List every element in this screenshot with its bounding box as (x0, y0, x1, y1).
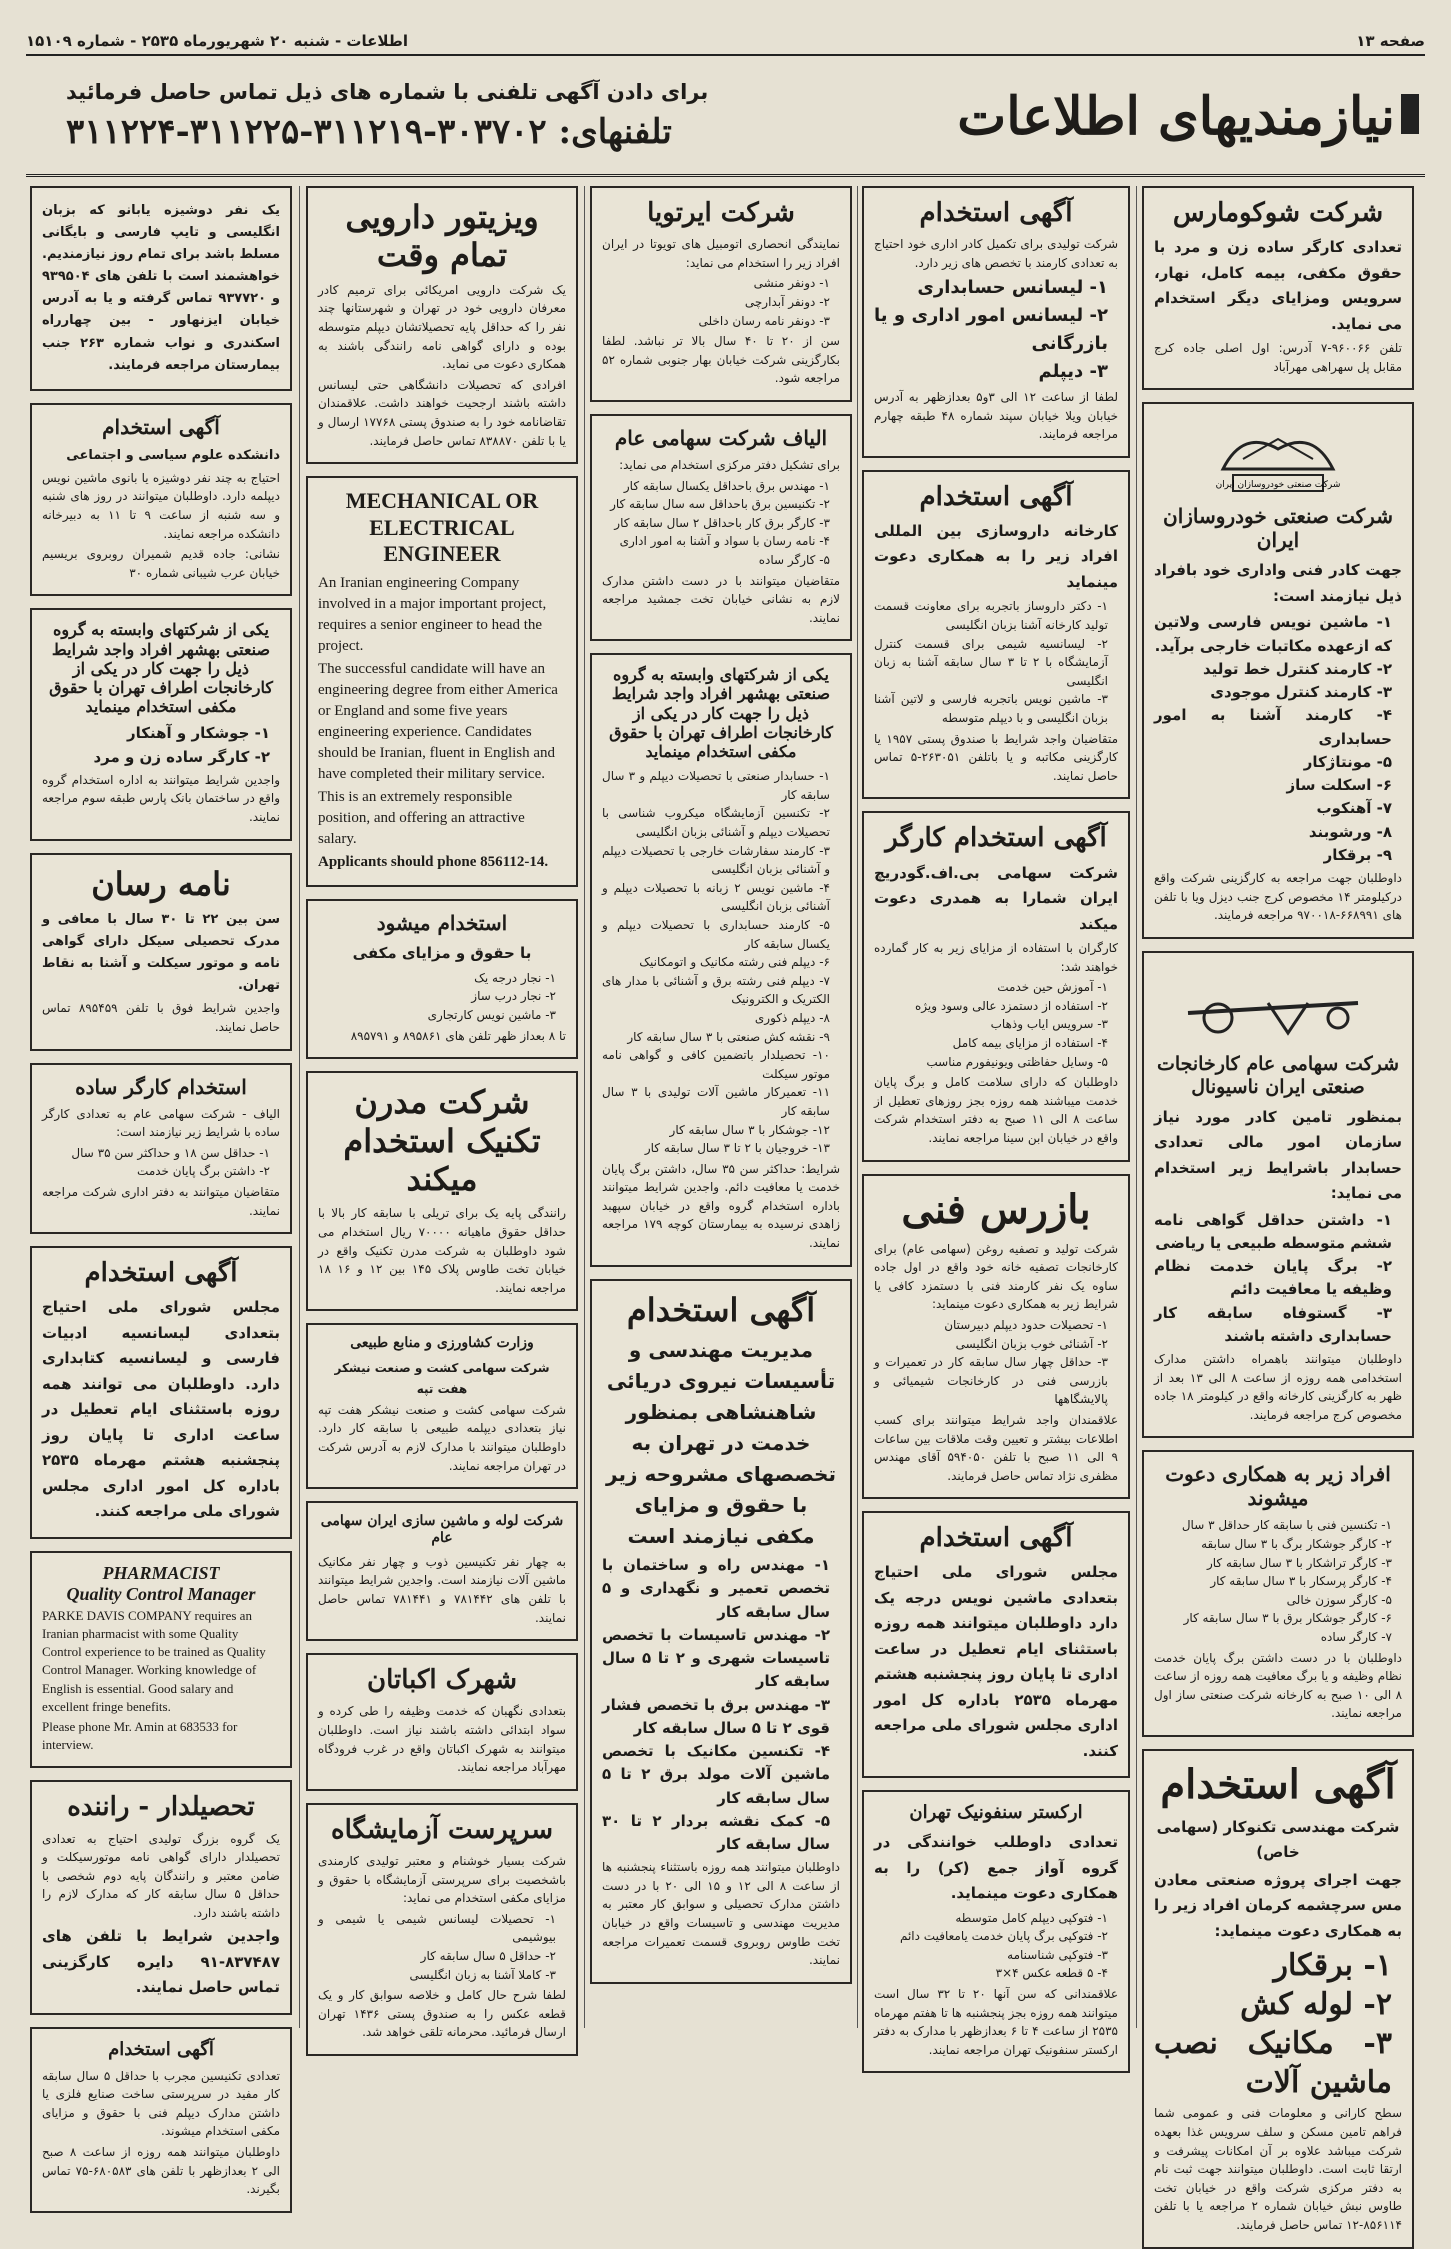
list-item: ۵- کارمند حسابداری با تحصیلات دیپلم و یکسال سابقه کار (602, 917, 830, 951)
ad-contact: داوطلبان جهت مراجعه به کارگزینی شرکت واقع درکیلومتر ۱۴ مخصوص کرج جنب دیزل ویا با تلفن های ۶۶۸۹۹۱-۹۷۰۰۱۸ مراجعه فرمایند. (1154, 871, 1402, 923)
running-head (26, 28, 1425, 56)
ad-body: شرکت بسیار خوشنام و معتبر تولیدی کارمندی باشخصیت برای سرپرستی آزمایشگاه با حقوق و مزایای مکفی استخدام می نماید: (318, 1853, 566, 1906)
list-item: ۳- گستوفاه سابقه کار حسابداری داشته باشند (1154, 1303, 1392, 1345)
column-5 (30, 186, 292, 2197)
ad-contact: نشانی: جاده قدیم شمیران روبروی بریسیم خیابان عرب شیبانی شماره ۳۰ (42, 547, 280, 580)
list-item: ۸- ورشوبند (1308, 822, 1392, 841)
list-item: ۱- تکنسین فنی با سابقه کار حداقل ۳ سال (1181, 1518, 1392, 1533)
issue-line: اطلاعات - شنبه ۲۰ شهریورماه ۲۵۳۵ - شماره ۱۵۱۰۹ (26, 32, 409, 50)
khodrosazan-logo (1154, 414, 1402, 504)
ad-title: استخدام کارگر ساده (75, 1074, 247, 1099)
winged-car-icon (1203, 419, 1353, 499)
ad-contact: شرایط: حداکثر سن ۳۵ سال، داشتن برگ پایان خدمت یا معافیت دائم. واجدین شرایط میتوانند باداره استخدام گروه واقع در خیابان سپهبد زاهدی نرسیده به بیمارستان کوچه ۱۷۹ مراجعه نمایند. (602, 1161, 840, 1251)
ad-body: الیاف - شرکت سهامی عام به تعدادی کارگر ساده با شرایط زیر نیازمند است: (42, 1106, 280, 1140)
ad-body: شرکت تولید و تصفیه روغن (سهامی عام) برای کارخانجات تصفیه خانه خود واقع در اول جاده ساوه یک نفر کارمند فنی با دستمزد کافی یا شرایط زیر به همکاری دعوت مینماید: (874, 1241, 1118, 1312)
ad-title: آگهی استخدام (919, 481, 1073, 512)
list-item: ۴- ماشین نویس ۲ زبانه با تحصیلات دیپلم و آشنائی بزبان انگلیسی (602, 880, 830, 914)
ad-title: یکی از شرکتهای وابسته به گروه صنعتی بهشهر افراد واجد شرایط ذیل را جهت کار در یکی از کارخانجات اطراف تهران با حقوق مکفی استخدام مینماید (609, 665, 833, 762)
ad-title: شرکت صنعتی خودروسازان ایران (1163, 504, 1393, 553)
ad-paragraph: PARKE DAVIS COMPANY requires an Iranian pharmacist with some Quality Control experience to be trained as Quality Control Manager. Working knowledge of English is essential. Good salary and excellent fringe benefits. (42, 1607, 266, 1714)
ad-title: شرکت سهامی عام کارخانجات صنعتی ایران ناسیونال (1156, 1052, 1400, 1098)
ad-pharma-factory (862, 470, 1130, 800)
list-item: ۱- آموزش حین خدمت (997, 980, 1108, 995)
ad-title: وزارت کشاورزی و منابع طبیعی (350, 1335, 534, 1352)
list-item: ۲- دونفر آبدارچی (744, 294, 830, 309)
list-item: ۱- نجار درجه یک (474, 970, 556, 985)
ad-title: شرکت شوکومارس (1172, 198, 1384, 228)
list-item: ۵- کارگر ساده (758, 552, 830, 567)
ad-title: یکی از شرکتهای وابسته به گروه صنعتی بهشهر افراد واجد شرایط ذیل را جهت کار در یکی از کارخانجات اطراف تهران با حقوق مکفی استخدام مینماید (49, 620, 273, 717)
plough-icon (1178, 973, 1378, 1043)
list-item: ۱- جوشکار و آهنکار (127, 724, 270, 743)
list-item: ۱۰- تحصیلدار باتضمین کافی و گواهی نامه موتور سیکلت (602, 1048, 830, 1081)
list-item: ۳- مکانیک نصب ماشین آلات (1154, 2026, 1392, 2101)
list-item: ۱- برقکار (1273, 1948, 1392, 1984)
ad-body: سن بین ۲۲ تا ۳۰ سال با معافی و مدرک تحصیلی سیکل دارای گواهی نامه و موتور سیکلت و آشنا به نقاط تهران. (42, 912, 280, 994)
column-4 (306, 186, 578, 2040)
ad-body: نمایندگی انحصاری اتومبیل های تویوتا در ایران افراد زیر را استخدام می نماید: (602, 237, 840, 270)
list-item: ۱- لیسانس حسابداری (917, 277, 1108, 299)
ad-list (602, 477, 840, 570)
list-item: ۴- تکنسین مکانیک با تخصص ماشین آلات مولد برق ۲ تا ۵ سال سابقه کار (602, 1742, 830, 1807)
list-item: ۱۳- خروجیان با ۲ تا ۳ سال سابقه کار (644, 1141, 830, 1156)
ad-body: کارگران با استفاده از مزایای زیر به کار گمارده خواهند شد: (874, 941, 1118, 974)
ad-body: احتیاج به چند نفر دوشیزه یا بانوی ماشین نویس دیپلمه دارد. داوطلبان میتوانند در روز های شنبه و سه شنبه از ساعت ۹ تا ۱۱ به دبیرخانه دانشکده مراجعه نمایند. (42, 470, 280, 541)
ad-body: تعدادی کارگر ساده زن و مرد با حقوق مکفی، بیمه کامل، نهار، سرویس ومزایای دیگر استخدام می نماید. (1154, 238, 1402, 333)
ad-paragraph: An Iranian engineering Company involved in a major important project, requires a senior engineer to head the project. (318, 575, 547, 655)
ad-title: MECHANICAL OR ELECTRICAL ENGINEER (345, 488, 539, 566)
ad-contact: واجدین شرایط فوق با تلفن ۸۹۵۴۵۹ تماس حاصل نمایند. (42, 1001, 280, 1034)
list-item: ۲- کارگر جوشکار برگ با ۳ سال سابقه (1201, 1536, 1392, 1551)
ad-title: شرکت لوله و ماشین سازی ایران سهامی عام (320, 1513, 564, 1547)
ad-title: آگهی استخدام (626, 1290, 816, 1329)
list-item: ۲- حداقل ۵ سال سابقه کار (420, 1948, 556, 1963)
ad-pipe-machinery (306, 1501, 578, 1641)
ad-iran-national (1142, 951, 1414, 1438)
ad-body: تعدادی تکنیسین مجرب با حداقل ۵ سال سابقه کار مفید در سرپرستی ساخت صنایع فلزی یا داشتن مدارک دیپلم فنی با حقوق و مزایای مکفی استخدام میشوند. (42, 2068, 280, 2139)
ad-title: استخدام میشود (376, 911, 508, 936)
ad-ekbatan (306, 1653, 578, 1791)
ad-list (602, 767, 840, 1157)
list-item: ۳- ماشین نویس باتجربه فارسی و لاتین آشنا بزبان انگلیسی و با دیپلم متوسطه (874, 692, 1108, 725)
ad-subtitle: مدیریت مهندسی و تأسیسات نیروی دریائی شاهنشاهی بمنظور خدمت در تهران به تخصصهای مشروحه زیر با حقوق و مزایای مکفی نیازمند است (606, 1338, 836, 1549)
ad-behshahr-group (590, 653, 852, 1266)
list-item: ۲- تکنسین آزمایشگاه میکروب شناسی با تحصیلات دیپلم و آشنائی بزبان انگلیسی (602, 806, 830, 839)
list-item: ۷- آهنکوب (1316, 799, 1392, 818)
ad-title: شهرک اکباتان (366, 1665, 518, 1696)
column-1 (1142, 186, 1414, 2232)
ad-big-list (1154, 1946, 1402, 2102)
ad-contact: داوطلبان که دارای سلامت کامل و برگ پایان خدمت میباشند همه روزه بجز روزهای تعطیل از ساعت ۸ الی ۱۱ صبح به دفتر استخدام شرکت واقع در خیابان ابن سینا مراجعه نمایند. (874, 1075, 1119, 1145)
ad-inspector (862, 1174, 1130, 1500)
ad-body: برای تشکیل دفتر مرکزی استخدام می نماید: (619, 457, 840, 472)
ad-title: ارکستر سنفونیک تهران (909, 1802, 1083, 1824)
list-item: ۶- دیپلم فنی رشته مکانیک و اتومکانیک (639, 955, 830, 970)
ad-technicians (30, 2027, 292, 2213)
ad-subtitle: دانشکده علوم سیاسی و اجتماعی (66, 447, 280, 463)
ad-paragraph: This is an extremely responsible position, and offering an attractive salary. (318, 789, 525, 848)
column-rule (584, 186, 585, 2028)
ad-big-list (602, 1554, 840, 1856)
ad-modern-technik (306, 1071, 578, 1311)
ad-body: یک گروه بزرگ تولیدی احتیاج به تعدادی تحصیلدار دارای گواهی نامه موتورسیکلت و ضامن معتبر و رانندگان پایه دوم شخصی با حداقل ۵ سال سابقه کار که مدارک لازم را داشته باشند دارد. (42, 1831, 280, 1920)
ad-invite-workers (1142, 1450, 1414, 1737)
ad-title: آگهی استخدام (1160, 1760, 1396, 1808)
ad-subtitle: Quality Control Manager (66, 1583, 256, 1604)
ad-list (42, 722, 280, 769)
column-2 (862, 186, 1130, 2057)
list-item: ۴- استفاده از مزایای بیمه کامل (952, 1036, 1108, 1050)
ad-technokar (1142, 1749, 1414, 2249)
column-rule (299, 186, 300, 2028)
list-item: ۵- کمک نقشه بردار ۲ تا ۳۰ سال سابقه کار (602, 1811, 830, 1854)
ad-title: شرکت ایرتویا (647, 198, 795, 228)
list-item: ۳- سرویس ایاب وذهاب (990, 1017, 1108, 1032)
ad-behshahr-workers (30, 608, 292, 840)
list-item: ۵- مونتاژکار (1303, 752, 1392, 771)
ad-title: آگهی استخدام (919, 198, 1073, 228)
phone-numbers: تلفنهای: ۳۰۳۷۰۲-۳۱۱۲۱۹-۳۱۱۲۲۵-۳۱۱۲۲۴ (66, 112, 672, 152)
ad-title: افراد زیر به همکاری دعوت میشوند (1165, 1462, 1391, 1511)
list-item: ۲- کارمند کنترل خط تولید (1203, 659, 1392, 678)
ad-contact: داوطلبان میتوانند باهمراه داشتن مدارک استخدامی همه روزه از ساعت ۸ الی ۱۳ بعد از ظهر به کارگزینی کارخانه واقع در کیلومتر ۱۸ جاده مخصوص کرج مراجعه فرمایند. (1154, 1352, 1403, 1422)
list-item: ۱۱- تعمیرکار ماشین آلات تولیدی با ۳ سال سابقه کار (602, 1085, 831, 1118)
list-item: ۱- دکتر داروساز باتجربه برای معاونت قسمت تولید کارخانه آشنا بزبان انگلیسی (874, 599, 1108, 632)
ad-courier (30, 853, 292, 1051)
list-item: ۶- کارگر جوشکار برق با ۳ سال سابقه کار (1183, 1611, 1392, 1626)
ad-goodrich (862, 811, 1130, 1161)
list-item: ۵- وسایل حفاظتی ویونیفورم مناسب (926, 1054, 1108, 1069)
ad-haft-tappeh (306, 1323, 578, 1489)
ad-body: یک نفر دوشیزه یابانو که بزبان انگلیسی و تایپ فارسی و بایگانی مسلط باشد برای تمام روز نیازمندیم. خواهشمند است با تلفن های ۹۳۹۵۰۴ و ۹۳۷۷۲۰ تماس گرفته و یا به آدرس خیابان ایزنهاور - بین چهارراه اسکندری و نواب شماره ۲۶۳ جنب بیمارستان مراجعه فرمایند. (42, 203, 280, 373)
ad-list (1154, 1209, 1402, 1349)
ad-lab-supervisor (306, 1803, 578, 2056)
ad-title: سرپرست آزمایشگاه (330, 1814, 554, 1845)
list-item: ۳- مهندس برق با تخصص فشار قوی ۲ تا ۵ سال سابقه کار (602, 1695, 830, 1737)
ad-body: بتعدادی نگهبان که خدمت وظیفه را طی کرده و سواد ابتدائی داشته باشند نیاز است. داوطلبان میتوانند به شهرک اکباتان واقع در غرب فرودگاه مهرآباد مراجعه نمایند. (318, 1704, 566, 1775)
list-item: ۱- دونفر منشی (753, 276, 830, 291)
ad-contact: سن از ۲۰ تا ۴۰ سال بالا تر نباشد. لطفا بکارگزینی شرکت خیابان بهار جنوبی شماره ۵۲ مراجعه شود. (602, 334, 840, 386)
ad-majlis-librarians (30, 1246, 292, 1539)
ad-big-list (874, 274, 1118, 386)
column-rule (857, 186, 858, 2028)
ad-contact: لطفا از ساعت ۱۲ الی ۳و۵ بعدازظهر به آدرس خیابان ویلا خیابان سپند شماره ۴۸ طبقه چهارم مراجعه فرمایند. (874, 389, 1119, 442)
ad-list (1154, 1516, 1402, 1646)
list-item: ۳- کارگر تراشکار با ۳ سال سابقه کار (1206, 1555, 1392, 1570)
ad-contact: افرادی که تحصیلات دانشگاهی حتی لیسانس داشته باشند ارجحیت خواهند داشت. علاقمندان تقاضانامه خود را به صندوق پستی ۱۷۷۶۸ ارسال و یا با تلفن ۸۳۸۸۷۰ تماس حاصل فرمایند. (318, 377, 566, 448)
ad-list (42, 1144, 280, 1181)
ad-political-science-faculty (30, 403, 292, 597)
column-rule (1136, 186, 1137, 2028)
ad-title: ویزیتور دارویی تمام وقت (345, 198, 539, 275)
ad-contact: علاقمندان واجد شرایط میتوانند برای کسب اطلاعات بیشتر و تعیین وقت ملاقات بین ساعات ۹ الی ۱۱ صبح با تلفن ۵۹۴۰۵۰ آقای مهندس مظفری نژاد تماس حاصل فرمایند. (874, 1412, 1118, 1483)
list-item: ۲- مهندس تاسیسات با تخصص تاسیسات شهری و ۲ تا ۵ سال سابقه کار (602, 1625, 830, 1691)
list-item: ۱- حسابدار صنعتی با تحصیلات دیپلم و ۳ سال سابقه کار (602, 769, 830, 802)
iran-national-logo (1154, 963, 1402, 1053)
logo-caption: شرکت صنعتی خودروسازان ایران (1215, 480, 1341, 491)
ad-body: مجلس شورای ملی احتیاج بتعدادی لیسانسیه ادبیات فارسی و لیسانسیه کتابداری دارد. داوطلبان می توانند همه روزه باستثنای ایام تعطیل در ساعت اداری تا پایان روز پنجشنبه هشتم مهرماه ۲۵۳۵ باداره کل امور اداری مجلس شورای ملی مراجعه کنند. (42, 1298, 280, 1521)
ad-paragraph: The successful candidate will have an engineering degree from either America or England and some five years engineering experience. Candidates should be Iranian, fluent in English and have completed their military service. (318, 661, 558, 783)
newspaper-emblem-icon (1401, 94, 1419, 134)
list-item: ۵- کارگر سوزن خالی (1286, 1592, 1392, 1607)
page-number: صفحه ۱۳ (1356, 32, 1425, 50)
list-item: ۷- کارگر ساده (1320, 1629, 1392, 1644)
list-item: ۱- فتوکپی دیپلم کامل متوسطه (955, 1910, 1108, 1925)
ad-title: آگهی استخدام (84, 1258, 238, 1289)
list-item: ۲- نجار درب ساز (471, 989, 556, 1004)
ad-title: آگهی استخدام (919, 1523, 1073, 1554)
ad-list (602, 274, 840, 330)
list-item: ۹- نقشه کش صنعتی با ۳ سال سابقه کار (627, 1029, 830, 1044)
ad-contact: متقاضیان میتوانند با در دست داشتن مدارک لازم به نشانی خیابان تخت جمشید مراجعه نمایند. (602, 573, 840, 625)
ad-contact: داوطلبان با در دست داشتن برگ پایان خدمت نظام وظیفه و یا برگ معافیت همه روزه از ساعت ۸ الی ۱۰ صبح به کارخانه شرکت صنعتی ساز اول مراجعه نمایند. (1154, 1650, 1403, 1721)
ad-shokomars (1142, 186, 1414, 390)
ad-list (1154, 611, 1402, 867)
ad-title: شرکت مدرن تکنیک استخدام میکند (343, 1083, 541, 1198)
list-item: ۲- فتوکپی برگ پایان خدمت یامعافیت دائم (899, 1929, 1108, 1944)
list-item: ۲- آشنائی خوب بزبان انگلیسی (955, 1336, 1108, 1351)
ad-subtitle: شرکت سهامی کشت و صنعت نیشکر هفت تپه (334, 1361, 550, 1396)
ad-pharmacist-english (30, 1551, 292, 1769)
list-item: ۱۲- جوشکار با ۳ سال سابقه کار (669, 1122, 830, 1137)
list-item: ۱- حداقل سن ۱۸ و حداکثر سن ۳۵ سال (71, 1145, 270, 1160)
ad-body: مجلس شورای ملی احتیاج بتعدادی ماشین نویس درجه یک دارد داوطلبان میتوانند همه روزه باستثنای ایام تعطیل در ساعت اداری تا پایان روز پنجشنبه هشتم مهرماه ۲۵۳۵ باداره کل امور اداری مجلس شورای ملی مراجعه کنند. (874, 1563, 1118, 1760)
list-item: ۱- مهندس برق باحداقل یکسال سابقه کار (623, 478, 830, 493)
list-item: ۸- دیپلم ذکوری (754, 1010, 830, 1025)
ad-contact: داوطلبان میتوانند همه روزه باستثناء پنجشنبه ها از ساعت ۸ الی ۱۲ و ۱۵ الی ۲۰ با در دست داشتن مدارک تحصیلی و سوابق کار معتبر به مدیریت مهندسی و تاسیسات واقع در خیابان تخت طاوس روبروی قسمت تعمیرات مراجعه نمایند. (602, 1860, 841, 1968)
ad-subtitle: شرکت مهندسی تکنوکار (سهامی خاص) (1156, 1817, 1400, 1862)
ad-pharma-visitor (306, 186, 578, 464)
ad-list (318, 969, 566, 1025)
list-item: ۲- لیسانسیه شیمی برای قسمت کنترل آزمایشگاه با ۲ تا ۳ سال سابقه آشنا به زبان انگلیسی (874, 636, 1108, 688)
ad-carpenters (306, 899, 578, 1059)
ad-contact: تا ۸ بعداز ظهر تلفن های ۸۹۵۸۶۱ و ۸۹۵۷۹۱ (350, 1028, 566, 1043)
ad-list (318, 1910, 566, 1984)
classifieds-masthead (26, 64, 1425, 177)
list-item: ۱- تحصیلات لیسانس شیمی یا شیمی و بیوشیمی (318, 1911, 556, 1945)
ad-contact: متقاضیان میتوانند به دفتر اداری شرکت مراجعه نمایند. (42, 1184, 280, 1218)
phone-instruction: برای دادن آگهی تلفنی با شماره های ذیل تماس حاصل فرمائید (66, 80, 709, 104)
list-item: ۱- مهندس راه و ساختمان با تخصص تعمیر و نگهداری و ۵ سال سابقه کار (602, 1556, 830, 1621)
list-item: ۳- کاملا آشنا به زبان انگلیسی (409, 1967, 556, 1982)
ad-subtitle: شرکت سهامی بی.اف.گودریچ ایران شمارا به همدری دعوت میکند (874, 863, 1118, 933)
ad-contact: واجدین شرایط میتوانند به اداره استخدام گروه واقع در ساختمان بانک پارس طبقه سوم مراجعه نمایند. (42, 772, 280, 825)
ad-paragraph: Applicants should phone 856112-14. (318, 854, 549, 871)
ad-majlis-typists (862, 1511, 1130, 1778)
list-item: ۳- دیپلم (1038, 361, 1108, 383)
ad-body: به چهار نفر تکنیسین ذوب و چهار نفر مکانیک ماشین آلات نیازمند است. واجدین شرایط میتوانند با تلفن های ۷۸۱۴۴۲ و ۷۸۱۴۴۱ تماس حاصل نمایند. (318, 1554, 566, 1625)
list-item: ۲- استفاده از دستمزد عالی وسود ویژه (915, 998, 1108, 1013)
ad-contact: داوطلبان میتوانند همه روزه از ساعت ۸ صبح الی ۲ بعدازظهر با تلفن های ۶۸۰۵۸۳-۷۵ تماس بگیرند. (42, 2144, 281, 2197)
list-item: ۳- کارگر برق کار باحداقل ۲ سال سابقه کار (614, 515, 830, 530)
ad-body: بمنظور تامین کادر مورد نیاز سازمان امور مالی تعدادی حسابدار باشرایط زیر استخدام می نماید: (1154, 1107, 1402, 1202)
ad-irtoya (590, 186, 852, 402)
ad-list (874, 1909, 1118, 1983)
ad-alyaf (590, 414, 852, 641)
list-item: ۳- دونفر نامه رسان داخلی (698, 313, 830, 328)
ad-title: آگهی استخدام (102, 414, 220, 439)
ad-body: یک شرکت دارویی امریکائی برای ترمیم کادر معرفان دارویی خود در تهران و شهرستانها چند نفر را که حداقل پایه تحصیلاتشان دیپلم متوسطه بوده و دارای گواهی نامه رانندگی باشند به همکاری دعوت می نماید. (318, 282, 566, 372)
ad-engineer-english (306, 476, 578, 887)
ad-collector-driver (30, 1780, 292, 2015)
ad-body: رانندگی پایه یک برای تریلی با سابقه کار بالا با حداقل حقوق ماهیانه ۷۰۰۰۰ ریال استخدام می شود داوطلبان به شرکت مدرن تکنیک واقع در خیابان تخت طاوس پلاک ۱۴۵ بین ۱۲ و ۱۶ ۱۸ مراجعه نمایند. (318, 1206, 566, 1295)
list-item: ۲- لوله کش (1240, 1987, 1392, 2023)
ad-contact: لطفا شرح حال کامل و خلاصه سوابق کار و یک قطعه عکس را به صندوق پستی ۱۴۳۶ تهران ارسال فرمائید. محرمانه تلقی خواهد شد. (318, 1988, 566, 2040)
list-item: ۱- داشتن حداقل گواهی نامه ششم متوسطه طبیعی یا ریاضی (1154, 1210, 1392, 1252)
ad-list (874, 597, 1118, 727)
ad-body: شرکت تولیدی برای تکمیل کادر اداری خود احتیاج به تعدادی کارمند با تخصص های زیر دارد. (874, 237, 1118, 270)
list-item: ۴- کارمند آشنا به امور حسابداری (1154, 706, 1392, 748)
list-item: ۲- برگ پایان خدمت نظام وظیفه یا معافیت دائم (1154, 1257, 1392, 1299)
list-item: ۴- کارگر پرسکار با ۳ سال سابقه کار (1210, 1574, 1392, 1589)
ad-contact: تلفن ۹۶۰۰۶۶-۷ آدرس: اول اصلی جاده کرج مقابل پل سهراهی مهرآباد (1154, 341, 1402, 374)
ad-contact: متقاضیان واجد شرایط با صندوق پستی ۱۹۵۷ یا کارگزینی مکاتبه و یا باتلفن ۲۶۳۰۵۱-۵ تماس حاصل نمایند. (874, 731, 1119, 783)
list-item: ۳- ماشین نویس کارتجاری (427, 1007, 556, 1022)
ad-title: PHARMACIST (102, 1562, 220, 1583)
ad-paragraph: Please phone Mr. Amin at 683533 for interview. (42, 1718, 238, 1753)
ad-contact: سطح کارانی و معلومات فنی و عمومی شما فراهم تامین مسکن و سلف سرویس غذا بعهده شرکت میباشد علاوه بر آن امکانات پیشرفت و ارتقا ثابت است. داوطلبان میتوانند جهت ثبت نام به دفتر مرکزی شرکت واقع در خیابان تخت طاوس نبش خیابان شماره ۲ مراجعه یا با تلفن ۸۵۶۱۱۴-۱۲ تماس حاصل فرمایند. (1154, 2106, 1402, 2232)
list-item: ۴- نامه رسان با سواد و آشنا به امور اداری (619, 534, 830, 549)
list-item: ۹- برقکار (1323, 845, 1392, 864)
ad-list (874, 1316, 1118, 1409)
ad-title: نامه رسان (91, 864, 231, 903)
ad-contact: واجدین شرایط با تلفن های ۸۳۷۴۸۷-۹۱ دایره کارگزینی تماس حاصل نمایند. (42, 1927, 280, 1997)
list-item: ۴- ۵ قطعه عکس ۴×۳ (995, 1966, 1108, 1981)
ad-body: تعدادی داوطلب خوانندگی در گروه آواز جمع (کر) را به همکاری دعوت مینماید. (874, 1833, 1118, 1903)
ad-subtitle: کارخانه داروسازی بین المللی افراد زیر را به همکاری دعوت مینماید (874, 521, 1118, 591)
section-title: نیازمندیهای اطلاعات (957, 86, 1395, 147)
ad-body: شرکت سهامی کشت و صنعت نیشکر هفت تپه نیاز بتعدادی دیپلمه طبیعی با سابقه کار دارد. داوطلبان میتوانند با مدارک لازم به آدرس شرکت در تهران مراجعه نمایند. (318, 1402, 566, 1473)
ad-title: آگهی استخدام کارگر (885, 823, 1107, 854)
ad-production-company (862, 186, 1130, 458)
ad-simple-worker (30, 1063, 292, 1235)
list-item: ۱- تحصیلات حدود دیپلم دبیرستان (944, 1317, 1108, 1332)
list-item: ۳- حداقل چهار سال سابقه کار در تعمیرات و بازرسی فنی در کارخانجات شیمیائی و پالایشگاهها (874, 1355, 1108, 1407)
list-item: ۲- لیسانس امور اداری و یا بازرگانی (874, 305, 1108, 355)
ad-title: بازرس فنی (901, 1185, 1091, 1233)
list-item: ۶- اسکلت ساز (1286, 776, 1392, 795)
ad-title: الیاف شرکت سهامی عام (614, 425, 828, 450)
ad-contact: علاقمندانی که سن آنها ۲۰ تا ۳۲ سال است میتوانند همه روزه بجز پنجشنبه ها تا هفتم مهرماه ۲۵۳۵ از ساعت ۴ تا ۶ بعدازظهر با مدارک به دفتر ارکستر سنفونیک تهران مراجعه نمایند. (874, 1986, 1118, 2057)
column-3 (590, 186, 852, 2028)
ad-list (874, 978, 1118, 1071)
list-item: ۷- دیپلم فنی رشته برق و آشنائی با مدار های الکتریک و الکترونیک (602, 973, 830, 1007)
list-item: ۲- داشتن برگ پایان خدمت (137, 1164, 270, 1179)
list-item: ۳- کارمند کنترل موجودی (1210, 683, 1392, 702)
ad-subtitle: با حقوق و مزایای مکفی (352, 944, 532, 963)
list-item: ۲- کارگر ساده زن و مرد (93, 747, 270, 766)
ad-secretary (30, 186, 292, 391)
ad-symphony-orchestra (862, 1790, 1130, 2073)
ad-title: تحصیلدار - راننده (67, 1792, 255, 1823)
ad-navy-engineering (590, 1279, 852, 1984)
ad-body: جهت کادر فنی واداری خود بافراد ذیل نیازمند است: (1154, 561, 1402, 605)
ad-body: جهت اجرای پروژه صنعتی معادن مس سرچشمه کرمان افراد زیر را به همکاری دعوت مینماید: (1154, 1870, 1402, 1940)
ad-title: آگهی استخدام (108, 2038, 214, 2060)
ad-khodrosazan (1142, 402, 1414, 939)
list-item: ۳- فتوکپی شناسنامه (1007, 1947, 1108, 1962)
list-item: ۳- کارمند سفارشات خارجی با تحصیلات دیپلم و آشنائی بزبان انگلیسی (602, 843, 830, 877)
list-item: ۲- تکنیسین برق باحداقل سه سال سابقه کار (610, 497, 830, 512)
list-item: ۱- ماشین نویس فارسی ولاتین که ازعهده مکاتبات خارجی برآید. (1154, 613, 1392, 655)
